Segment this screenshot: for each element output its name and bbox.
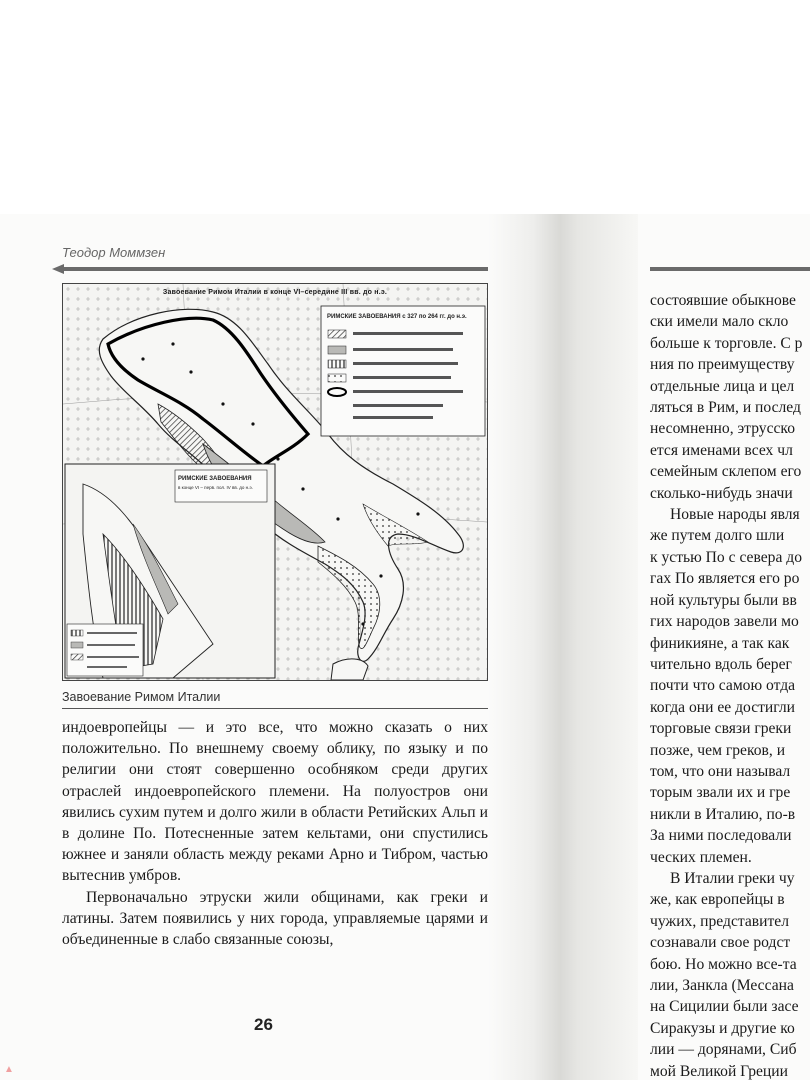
map-figure — [62, 283, 488, 681]
left-page-text — [62, 717, 488, 950]
right-page-text — [650, 290, 810, 1080]
text-line: торым звали их и гре — [650, 784, 791, 802]
text-line: финикияне, а так как — [650, 634, 790, 652]
text-line: никли в Италию, по-в — [650, 805, 796, 823]
figure-caption: Завоевание Римом Италии — [62, 690, 221, 704]
map-labels — [63, 284, 487, 680]
text-line: больше к торговле. С р — [650, 334, 803, 352]
paragraph: Первоначально этруски жили общинами, как греки и латины. Затем появились у них города, управляемые царями и объединенные в слабо связанные союзы, — [62, 888, 488, 949]
gutter-shadow — [488, 214, 638, 1080]
caption-rule — [62, 708, 488, 709]
text-line: отдельные лица и цел — [650, 377, 795, 395]
text-line: позже, чем греков, и — [650, 741, 786, 759]
text-line: лии, Занкла (Мессана — [650, 977, 794, 994]
text-line: торговые связи греки — [650, 720, 792, 738]
map-legend-title: РИМСКИЕ ЗАВОЕВАНИЯ с 327 по 264 гг. до н.э. — [327, 314, 467, 320]
text-line: гах По является его ро — [650, 570, 800, 588]
text-line: когда они ее достигли — [650, 698, 796, 716]
header-rule-right — [650, 267, 810, 271]
text-line: к устью По с севера до — [650, 548, 803, 566]
text-line: ния по преимуществу — [650, 356, 795, 374]
text-line: состоявшие обыкнове — [650, 292, 796, 309]
text-line: сознавали свое родст — [650, 934, 791, 952]
map-title: Завоевание Римом Италии в конце VI–середине III вв. до н.э. — [162, 289, 388, 296]
map-inset-subtitle: в конце VI – перв. пол. IV вв. до н.э. — [178, 485, 253, 490]
text-line: несомненно, этрусско — [650, 420, 796, 438]
text-line: Новые народы явля — [670, 506, 800, 524]
text-line: За ними последовали — [650, 827, 792, 845]
text-line: же путем долго шли — [650, 527, 785, 545]
text-line: том, что они называл — [650, 762, 791, 780]
corner-mark: ▲ — [4, 1064, 14, 1075]
text-line: ски имели мало скло — [650, 313, 789, 331]
text-line: на Сицилии были засе — [650, 998, 799, 1016]
text-line: семейным склепом его — [650, 463, 802, 481]
map-inset-title: РИМСКИЕ ЗАВОЕВАНИЯ — [178, 476, 252, 482]
text-line: бою. Но можно все-та — [650, 955, 797, 973]
running-head: Теодор Моммзен — [62, 245, 166, 260]
text-line: ной культуры были вв — [650, 591, 797, 609]
header-rule-left — [60, 267, 488, 271]
text-line: чительно вдоль берег — [650, 655, 792, 673]
text-line: почти что самою отда — [650, 677, 796, 695]
text-line: Сиракузы и другие ко — [650, 1019, 795, 1037]
text-line: ляться в Рим, и послед — [650, 399, 801, 417]
text-line: ческих племен. — [650, 848, 752, 866]
text-line: мой Великой Греции — [650, 1062, 788, 1080]
text-line: же, как европейцы в — [650, 891, 785, 909]
text-line: лии — дорянами, Сиб — [650, 1041, 797, 1059]
page-number: 26 — [254, 1015, 273, 1034]
text-line: сколько-нибудь значи — [650, 484, 793, 502]
text-line: чужих, представител — [650, 912, 790, 930]
text-line: В Италии греки чу — [670, 869, 795, 887]
text-line: ется именами всех чл — [650, 441, 793, 459]
text-line: гих народов завели мо — [650, 613, 799, 631]
paragraph: индоевропейцы — и это все, что можно сказать о них положительно. По внешнему своему облику, по языку и по религии они стоят совершенно особняком среди других отраслей индоевропейского племени. На полуостров они явились сухим путем и долго жили в области Ретийских Альп и в долине По. Потесненные затем кельтами, они спустились южнее и заняли область между реками Арно и Тибром, частью вытеснив умбров. — [62, 719, 488, 885]
